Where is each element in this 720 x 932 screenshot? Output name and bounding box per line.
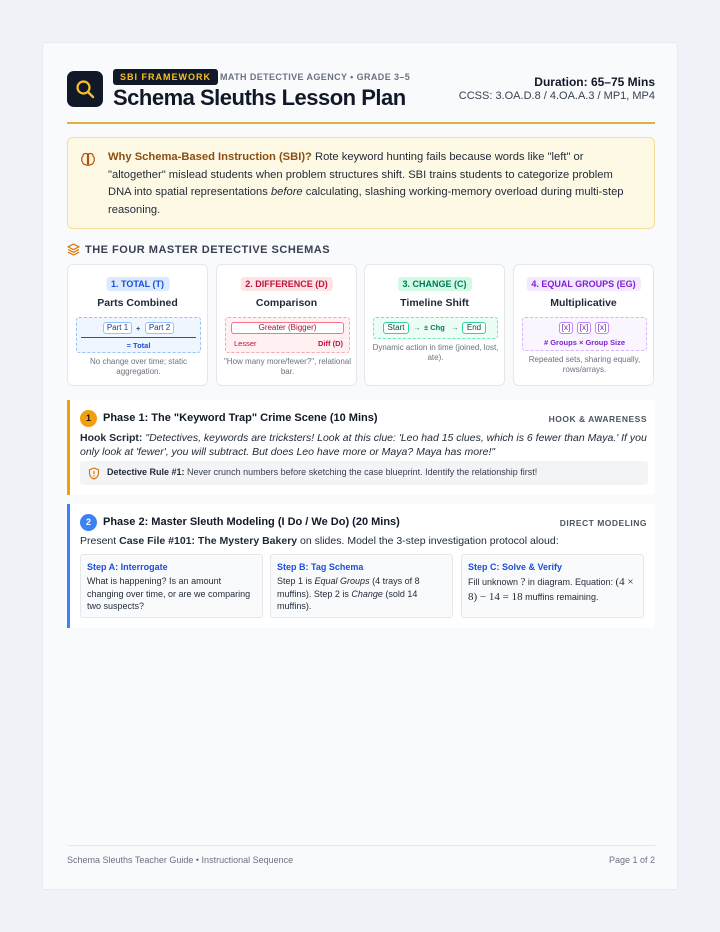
rule-text [107,467,537,477]
hook-label: Hook Script: [80,432,143,444]
phase-number: 2 [80,514,97,531]
schema-name: Parts Combined [97,297,178,309]
callout-body-1: Rote keyword hunting fails because words like "left" or "altogether" mislead students when problem structures shift. SBI trains students to categorize problem DNA into spatial representations [108,151,613,198]
framework-badge: SBI FRAMEWORK [113,69,218,85]
agency-grade-tag: MATH DETECTIVE AGENCY • GRADE 3–5 [220,72,411,82]
greater-bar: Greater (Bigger) [231,322,344,334]
schema-card-total [67,264,208,386]
phase-number: 1 [80,410,97,427]
change-diagram [373,317,498,339]
step-c-card [461,554,644,618]
rule-body: Never crunch numbers before sketching the case blueprint. Identify the relationship first! [184,467,538,477]
total-diagram [76,317,201,353]
step-body: What is happening? Is an amount changing over time, or are we comparing two suspects? [87,576,251,611]
diff-label: Diff (D) [318,339,343,348]
step-text: Step 1 is [277,576,315,586]
schemas-heading-text: THE FOUR MASTER DETECTIVE SCHEMAS [85,244,331,256]
part2-box: Part 2 [145,322,174,334]
step-title: Step C: Solve & Verify [468,562,563,572]
callout-emphasis: before [270,186,303,198]
unknown-symbol: ? [520,576,526,588]
intro-text: on slides. Model the 3-step investigation protocol aloud: [297,535,559,547]
rule-label: Detective Rule #1: [107,467,185,477]
phase-1-section [67,400,655,495]
step-text: (sold 14 muffins). [277,588,418,611]
group-cell: [x] [577,322,591,334]
start-box: Start [383,322,409,334]
plus-sign: + [136,324,141,333]
end-box: End [462,322,486,334]
step-title: Step A: Interrogate [87,562,168,572]
schema-name: Multiplicative [550,297,617,309]
groups-formula: # Groups × Group Size [543,338,626,347]
schema-description: Dynamic action in time (joined, lost, ate). [372,343,499,362]
page-footer [67,845,655,865]
step-text: in diagram. Equation: [525,577,616,587]
phase-tag: HOOK & AWARENESS [548,414,647,424]
step-text: muffins remaining. [522,592,599,602]
schema-name: Comparison [255,297,318,309]
schema-description: "How many more/fewer?", relational bar. [223,357,352,376]
magnifier-logo-icon [67,71,103,107]
hook-script [80,431,648,459]
equal-groups-diagram [522,317,647,351]
step-a-card [80,554,263,618]
difference-diagram [225,317,350,353]
step-b-card [270,554,453,618]
step-text: Fill unknown [468,577,521,587]
sbi-callout [67,137,655,229]
shield-icon [88,467,100,485]
header-divider [67,122,655,124]
arrow-icon: → [451,323,459,332]
page-number: Page 1 of 2 [608,855,655,865]
detective-rule [80,461,648,485]
schema-pill: 4. EQUAL GROUPS (EG) [526,277,640,291]
footer-left: Schema Sleuths Teacher Guide • Instructional Sequence [67,855,294,865]
schema-card-equal-groups [513,264,654,386]
arrow-icon: → [413,323,421,332]
callout-lead: Why Schema-Based Instruction (SBI)? [108,151,312,163]
step-title: Step B: Tag Schema [277,562,364,572]
case-file-name: Case File #101: The Mystery Bakery [119,535,298,547]
change-label: ± Chg [424,323,445,332]
callout-body-2: calculating, slashing working-memory overload during multi-step reasoning. [108,186,624,216]
lesser-label: Lesser [234,339,257,348]
step-body [468,575,640,605]
group-cell: [x] [595,322,609,334]
equation: (4 × 8) − 14 = 18 [468,576,634,603]
duration: Duration: 65–75 Mins [534,75,655,89]
schema-tag: Equal Groups [314,576,370,586]
step-body [277,575,449,613]
phase-title: Phase 1: The "Keyword Trap" Crime Scene (10 Mins) [103,412,378,424]
page-title: Schema Sleuths Lesson Plan [113,85,406,110]
schema-pill: 1. TOTAL (T) [106,277,169,291]
intro-text: Present [80,535,120,547]
schema-card-change [364,264,505,386]
schema-description: Repeated sets, sharing equally, rows/arrays. [528,355,641,374]
phase-tag: DIRECT MODELING [559,518,647,528]
schema-tag: Change [351,588,383,599]
header [67,67,655,121]
group-cell: [x] [559,322,573,334]
phase-2-section [67,504,655,628]
schema-name: Timeline Shift [400,297,469,309]
ccss-standards: CCSS: 3.OA.D.8 / 4.OA.A.3 / MP1, MP4 [458,90,655,102]
phase-intro [80,535,559,547]
callout-text [108,149,638,219]
schema-pill: 3. CHANGE (C) [397,277,471,291]
total-bar [81,337,196,338]
part1-box: Part 1 [103,322,132,334]
phase-title: Phase 2: Master Sleuth Modeling (I Do / We Do) (20 Mins) [103,516,400,528]
schema-card-difference [216,264,357,386]
total-label: = Total [126,341,151,350]
schema-cards [67,264,655,386]
schema-description: No change over time; static aggregation. [90,357,187,376]
hook-text: "Detectives, keywords are tricksters! Look at this clue: 'Leo had 15 clues, which is 6 fewer than Maya.' If you only look at 'fewer', you will subtract. But does Leo have more or Maya? Maya has more!" [80,432,647,458]
brain-icon [80,151,96,172]
step-text: (4 trays of 8 muffins). Step 2 is [277,576,420,599]
lesson-plan-page [42,42,678,890]
layers-icon [67,243,80,261]
schema-pill: 2. DIFFERENCE (D) [240,277,333,291]
